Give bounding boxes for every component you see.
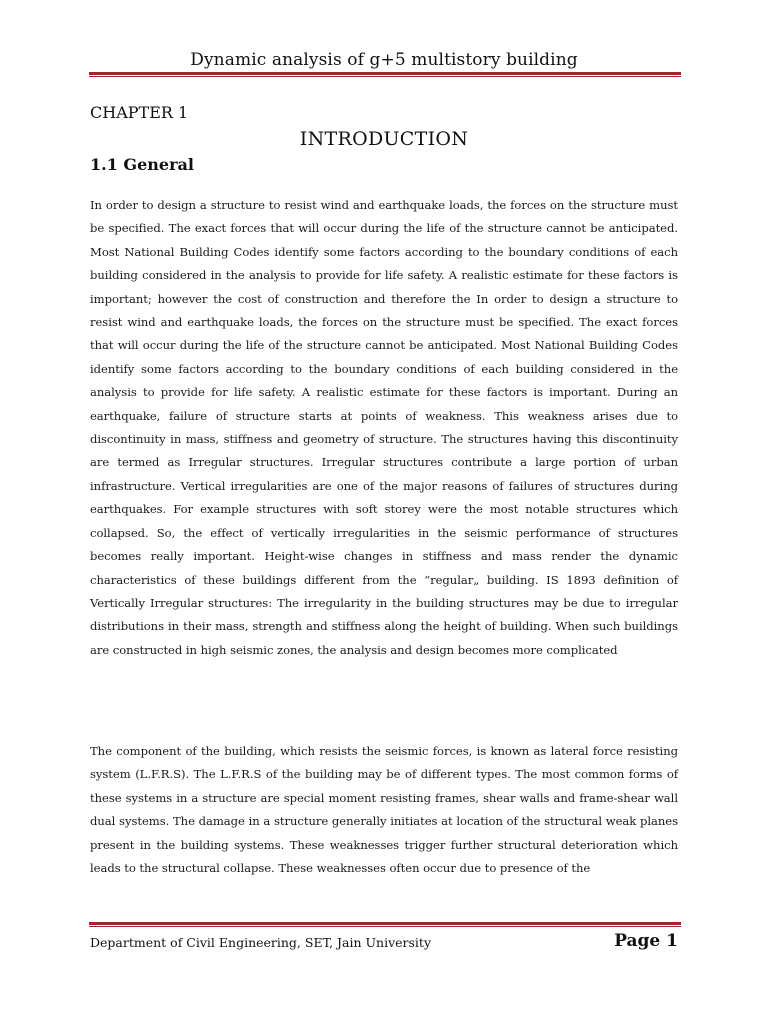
chapter-label: CHAPTER 1 xyxy=(90,103,189,122)
footer-department: Department of Civil Engineering, SET, Jain University xyxy=(90,935,432,950)
footer-rule xyxy=(89,922,681,927)
footer-page-number: Page 1 xyxy=(614,931,678,951)
section-heading: 1.1 General xyxy=(90,155,194,174)
header-rule xyxy=(89,72,681,77)
body-paragraph: The component of the building, which resists the seismic forces, is known as lateral force resisting system (L.F.R.S). The L.F.R.S of the building may be of different types. The most common forms of these systems in a structure are special moment resisting frames, shear walls and frame-shear wall dual systems. The damage in a structure generally initiates at location of the structural weak planes present in the building systems. These weaknesses trigger further structural deterioration which leads to the structural collapse. These weaknesses often occur due to presence of the xyxy=(90,744,678,876)
running-header-title: Dynamic analysis of g+5 multistory building xyxy=(190,50,578,70)
chapter-title: INTRODUCTION xyxy=(299,128,469,150)
body-paragraph: In order to design a structure to resist wind and earthquake loads, the forces on the structure must be specified. The exact forces that will occur during the life of the structure cannot be anticipated. Most National Building Codes identify some factors according to the boundary conditions of each building considered in the analysis to provide for life safety. A realistic estimate for these factors is important; however the cost of construction and therefore the In order to design a structure to resist wind and earthquake loads, the forces on the structure must be specified. The exact forces that will occur during the life of the structure cannot be anticipated. Most National Building Codes identify some factors according to the boundary conditions of each building considered in the analysis to provide for life safety. A realistic estimate for these factors is important. During an earthquake, failure of structure starts at points of weakness. This weakness arises due to discontinuity in mass, stiffness and geometry of structure. The structures having this discontinuity are termed as Irregular structures. Irregular structures contribute a large portion of urban infrastructure. Vertical irregularities are one of the major reasons of failures of structures during earthquakes. For example structures with soft storey were the most notable structures which collapsed. So, the effect of vertically irregularities in the seismic performance of structures becomes really important. Height-wise changes in stiffness and mass render the dynamic characteristics of these buildings different from the “regular„ building. IS 1893 definition of Vertically Irregular structures: The irregularity in the building structures may be due to irregular distributions in their mass, strength and stiffness along the height of building. When such buildings are constructed in high seismic zones, the analysis and design becomes more complicated xyxy=(90,198,678,657)
